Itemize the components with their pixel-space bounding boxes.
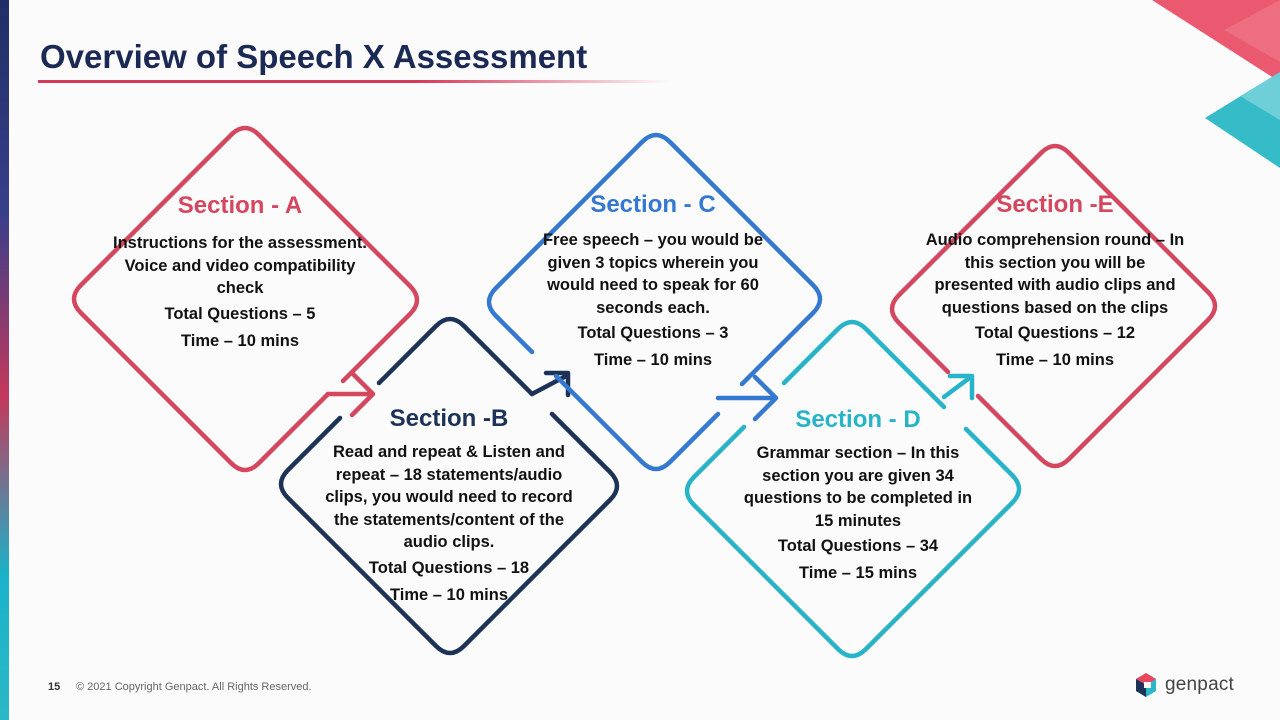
section-b-questions: Total Questions – 18	[368, 558, 530, 577]
section-c-time: Time – 10 mins	[593, 351, 712, 369]
section-d-description: Grammar section – In this section you are given 34 questions to be completed in 15 minutes	[743, 444, 973, 530]
section-d-questions: Total Questions – 34	[777, 537, 939, 555]
section-a-time: Time – 10 mins	[180, 331, 299, 350]
section-c-description: Free speech – you would be given 3 topics wherein you would need to speak for 60 seconds each.	[542, 231, 764, 317]
section-e-heading: Section -E	[996, 191, 1114, 218]
copyright-notice: © 2021 Copyright Genpact. All Rights Reserved.	[76, 681, 312, 693]
section-d-block	[740, 406, 976, 586]
section-b-time: Time – 10 mins	[389, 585, 508, 604]
section-e-time: Time – 10 mins	[995, 351, 1114, 369]
section-d-time: Time – 15 mins	[798, 564, 917, 582]
section-a-description: Instructions for the assessment. Voice and video compatibility check	[113, 234, 367, 297]
genpact-logo-mark-icon	[1135, 672, 1157, 698]
genpact-logo	[1135, 672, 1234, 698]
section-e-block	[925, 191, 1185, 373]
section-a-heading: Section - A	[177, 192, 303, 219]
section-d-heading: Section - D	[795, 406, 921, 433]
section-b-heading: Section -B	[389, 405, 509, 432]
section-c-block	[525, 191, 781, 373]
slide-title: Overview of Speech X Assessment	[40, 38, 588, 75]
section-e-questions: Total Questions – 12	[974, 324, 1136, 342]
page-number: 15	[48, 681, 61, 693]
genpact-logo-text: genpact	[1165, 674, 1235, 695]
section-a-questions: Total Questions – 5	[164, 304, 316, 323]
section-c-questions: Total Questions – 3	[577, 324, 729, 342]
section-c-heading: Section - C	[590, 191, 716, 218]
arrow-d-to-e	[944, 376, 972, 398]
section-b-block	[313, 405, 585, 608]
section-a-block	[112, 192, 368, 354]
section-b-description: Read and repeat & Listen and repeat – 18 statements/audio clips, you would need to record the statements/content of the audio clips.	[325, 443, 573, 551]
section-e-description: Audio comprehension round – In this section you will be presented with audio clips and questions based on the clips	[925, 231, 1185, 317]
